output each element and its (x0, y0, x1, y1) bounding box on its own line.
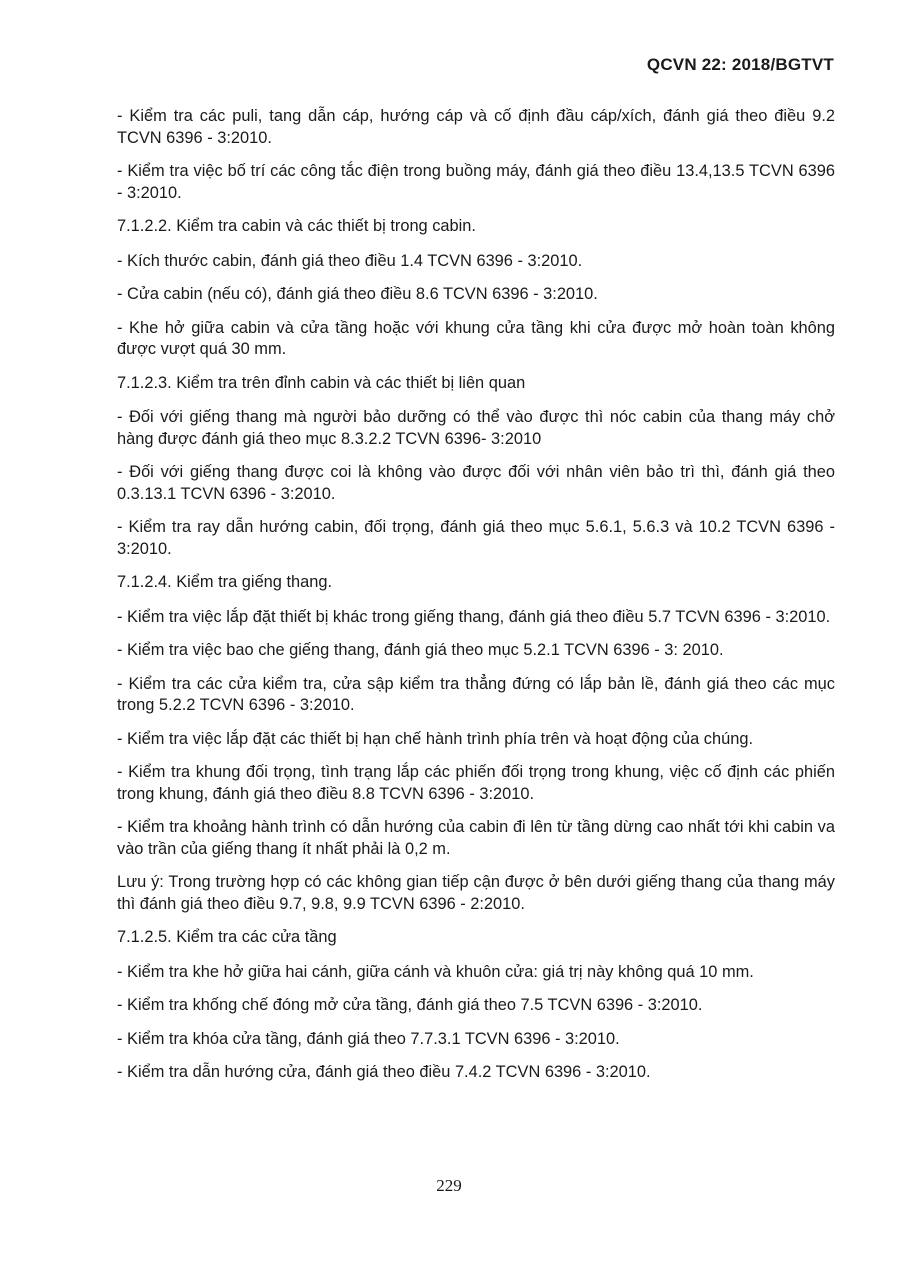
paragraph: - Kiểm tra việc lắp đặt các thiết bị hạn chế hành trình phía trên và hoạt động của chúng. (117, 729, 753, 748)
paragraph: - Kiểm tra khung đối trọng, tình trạng lắp các phiến đối trọng trong khung, việc cố định các phiến trong khung, đánh giá theo điều 8.8 TCVN 6396 - 3:2010. (117, 763, 835, 803)
paragraph: - Đối với giếng thang mà người bảo dưỡng có thể vào được thì nóc cabin của thang máy chở hàng được đánh giá theo mục 8.3.2.2 TCVN 6396- 3:2010 (117, 408, 835, 448)
note-paragraph: Lưu ý: Trong trường hợp có các không gian tiếp cận được ở bên dưới giếng thang của thang máy thì đánh giá theo điều 9.7, 9.8, 9.9 TCVN 6396 - 2:2010. (117, 873, 835, 913)
paragraph: - Kích thước cabin, đánh giá theo điều 1.4 TCVN 6396 - 3:2010. (117, 251, 583, 270)
paragraph: - Kiểm tra việc lắp đặt thiết bị khác trong giếng thang, đánh giá theo điều 5.7 TCVN 6396 - 3:2010. (117, 607, 831, 626)
paragraph: - Kiểm tra khóa cửa tầng, đánh giá theo 7.7.3.1 TCVN 6396 - 3:2010. (117, 1029, 620, 1048)
paragraph: - Khe hở giữa cabin và cửa tầng hoặc với khung cửa tầng khi cửa được mở hoàn toàn không được vượt quá 30 mm. (117, 318, 835, 358)
paragraph: - Kiểm tra khoảng hành trình có dẫn hướng của cabin đi lên từ tầng dừng cao nhất tới khi cabin va vào trần của giếng thang ít nhất phải là 0,2 m. (117, 818, 835, 858)
paragraph: - Kiểm tra các cửa kiểm tra, cửa sập kiểm tra thẳng đứng có lắp bản lề, đánh giá theo các mục trong 5.2.2 TCVN 6396 - 3:2010. (117, 674, 835, 714)
paragraph: - Kiểm tra các puli, tang dẫn cáp, hướng cáp và cố định đầu cáp/xích, đánh giá theo điều 9.2 TCVN 6396 - 3:2010. (117, 107, 835, 147)
paragraph: - Kiểm tra khống chế đóng mở cửa tầng, đánh giá theo 7.5 TCVN 6396 - 3:2010. (117, 996, 703, 1014)
paragraph: - Kiểm tra ray dẫn hướng cabin, đối trọng, đánh giá theo mục 5.6.1, 5.6.3 và 10.2 TCVN 6396 - 3:2010. (117, 518, 835, 558)
paragraph: - Đối với giếng thang được coi là không vào được đối với nhân viên bảo trì thì, đánh giá theo 0.3.13.1 TCVN 6396 - 3:2010. (117, 463, 835, 503)
document-code-header: QCVN 22: 2018/BGTVT (646, 55, 834, 74)
section-heading: 7.1.2.4. Kiểm tra giếng thang. (117, 573, 333, 591)
paragraph: - Kiểm tra khe hở giữa hai cánh, giữa cánh và khuôn cửa: giá trị này không quá 10 mm. (117, 962, 754, 981)
page-number: 229 (436, 1176, 462, 1195)
document-body (117, 106, 835, 1096)
paragraph: - Kiểm tra dẫn hướng cửa, đánh giá theo điều 7.4.2 TCVN 6396 - 3:2010. (117, 1063, 651, 1081)
paragraph: - Kiểm tra việc bao che giếng thang, đánh giá theo mục 5.2.1 TCVN 6396 - 3: 2010. (117, 641, 724, 659)
section-heading: 7.1.2.2. Kiểm tra cabin và các thiết bị trong cabin. (117, 217, 476, 235)
section-heading: 7.1.2.5. Kiểm tra các cửa tầng (117, 928, 337, 946)
paragraph: - Kiểm tra việc bố trí các công tắc điện trong buồng máy, đánh giá theo điều 13.4,13.5 TCVN 6396 - 3:2010. (117, 162, 835, 202)
paragraph: - Cửa cabin (nếu có), đánh giá theo điều 8.6 TCVN 6396 - 3:2010. (117, 285, 598, 303)
section-heading: 7.1.2.3. Kiểm tra trên đỉnh cabin và các thiết bị liên quan (117, 373, 526, 392)
